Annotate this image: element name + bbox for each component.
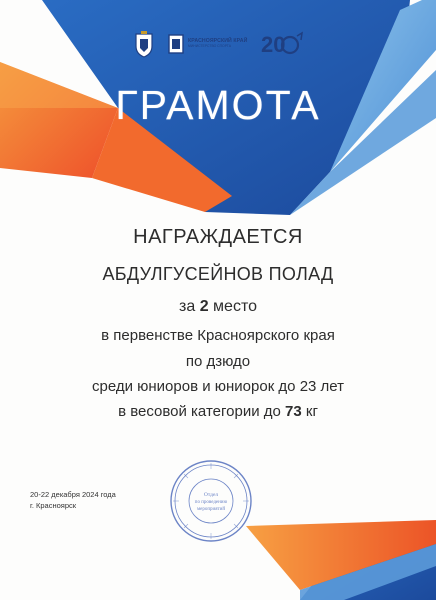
krai-emblem-icon <box>168 34 184 54</box>
place-number: 2 <box>199 298 209 315</box>
official-stamp-icon <box>168 458 254 544</box>
certificate-title: ГРАМОТА <box>115 82 321 128</box>
coat-of-arms-icon <box>134 30 154 58</box>
stamp-text-1: Отдел <box>203 492 219 498</box>
sport-line: по дзюдо <box>185 353 251 370</box>
header-logos <box>134 26 305 62</box>
competition-line: в первенстве Красноярского края <box>101 327 335 344</box>
krasnoyarsk-krai-logo <box>168 34 247 54</box>
krai-ministry: МИНИСТЕРСТВО СПОРТА <box>188 44 232 49</box>
age-group-line: среди юниоров и юниорок до 23 лет <box>91 378 345 395</box>
recipient-name: АБДУЛГУСЕЙНОВ ПОЛАД <box>102 264 334 284</box>
krai-logo-text <box>188 39 247 49</box>
weight-category-line <box>0 403 436 420</box>
place-suffix: место <box>213 298 257 315</box>
place-prefix: за <box>179 298 196 315</box>
event-details <box>30 489 116 511</box>
place-line <box>0 298 436 316</box>
weight-prefix: в весовой категории до <box>118 403 281 420</box>
anniversary-logo-icon <box>259 30 305 58</box>
anniversary-number: 20 <box>261 32 286 57</box>
weight-unit: кг <box>305 403 318 420</box>
weight-number: 73 <box>285 403 302 420</box>
stamp-text-3: мероприятий <box>196 507 226 512</box>
award-heading: НАГРАЖДАЕТСЯ <box>133 226 303 248</box>
event-city: г. Красноярск <box>30 501 77 510</box>
event-dates: 20-22 декабря 2024 года <box>30 490 116 499</box>
stamp-text-2: по проведению <box>194 500 228 505</box>
krai-name: КРАСНОЯРСКИЙ КРАЙ <box>188 38 248 45</box>
